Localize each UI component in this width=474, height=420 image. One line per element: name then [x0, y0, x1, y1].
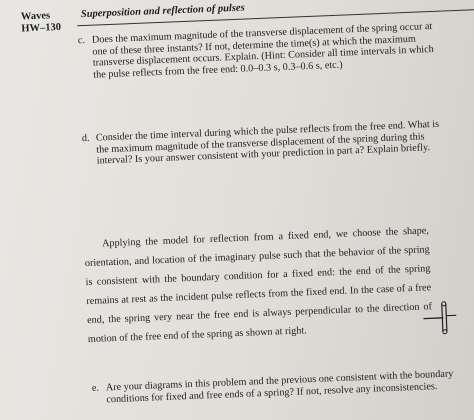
question-d-label: d. — [81, 132, 90, 145]
question-d-text: Consider the time interval during which the pulse reflects from the free end. What is the maximum magnitude of the transverse displacement of the spring during this interval? Is your answer consistent with your prediction in part a? Explain briefly. — [95, 118, 440, 167]
question-c-text: Does the maximum magnitude of the transverse displacement of the spring occur at one of these three instants? If not, determine the time(s) at which the maximum transverse displacement occurs. Explain. (Hint: Consider all time intervals in which the pulse reflects from the free end: 0.0–0.3 s, 0.3–0.6 s, etc.) — [91, 21, 434, 81]
header-code: HW–130 — [21, 21, 62, 35]
question-e-label: e. — [91, 382, 100, 394]
worksheet — [8, 0, 474, 420]
header-topic-block — [21, 10, 62, 36]
question-c-label: c. — [77, 34, 86, 47]
spring-free-end-icon — [422, 294, 458, 341]
header-topic: Waves — [20, 10, 51, 23]
question-e-text: Are your diagrams in this problem and the previous one consistent with the boundary conditions for fixed and free ends of a spring? If not, resolve any inconsistencies. — [105, 368, 454, 405]
header-title: Superposition and reflection of pulses — [80, 2, 245, 21]
free-end-paragraph: Applying the model for reflection from a fixed end, we choose the shape, orientation, and location of the imaginary pulse such that the behavior of the spring is consistent with the boundary condition for a fixed end: the end of the spring remains at rest as the incident pulse reflects from the fixed end. In the case of a free end, the spring very near the free end is always perpendicular to the direction of motion of the free end of the spring as shown at right. — [84, 225, 433, 346]
